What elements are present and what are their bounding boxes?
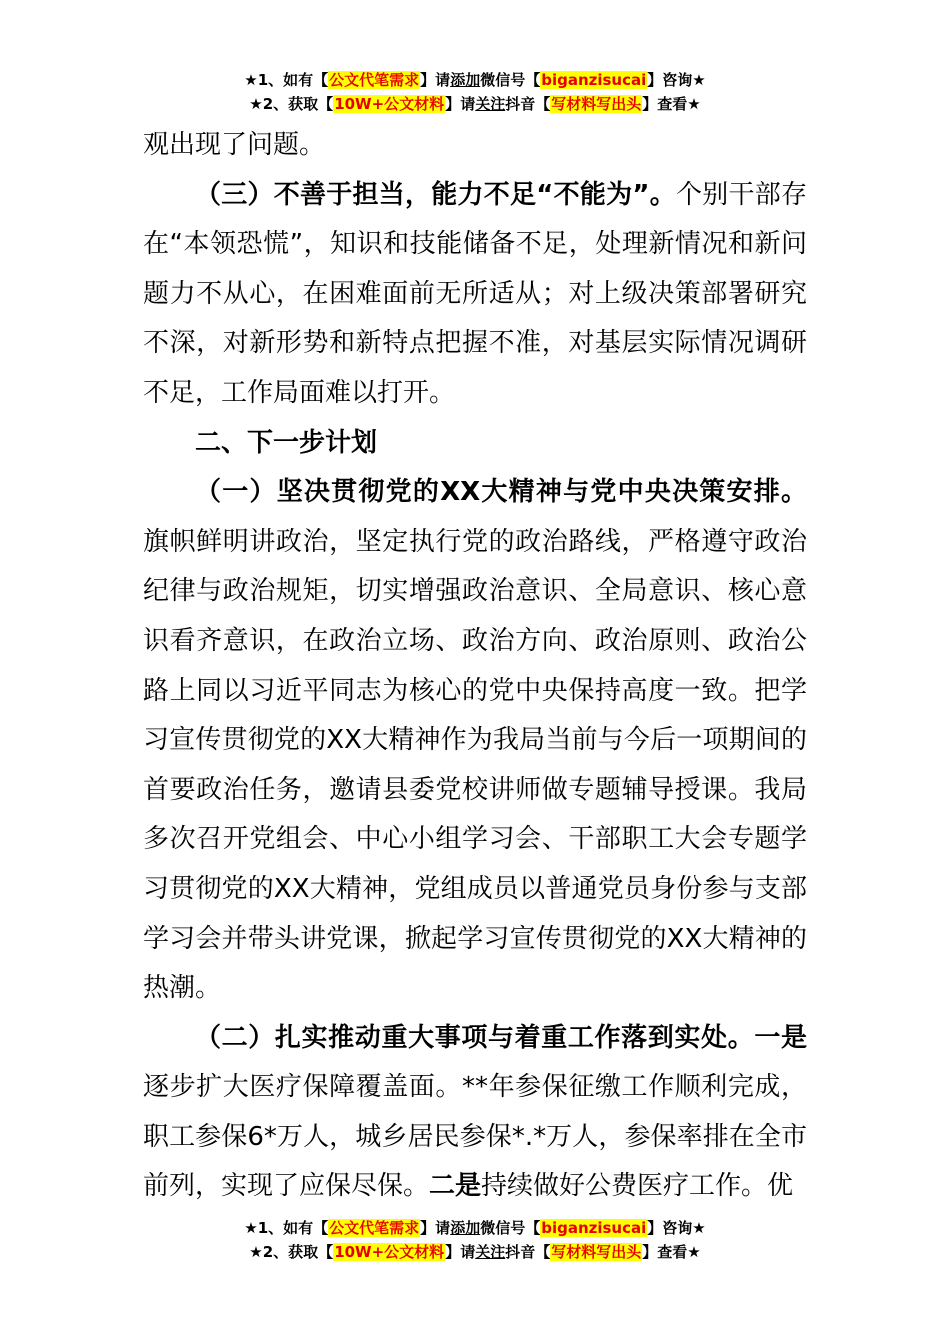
section-title: （二）扎实推动重大事项与着重工作落到实处。	[195, 1022, 755, 1053]
banner-highlight: 公文代笔需求	[329, 71, 420, 89]
section-title: （一）坚决贯彻党的XX大精神与党中央决策安排。	[195, 477, 807, 508]
paragraph-plan-1: （一）坚决贯彻党的XX大精神与党中央决策安排。旗帜鲜明讲政治，坚定执行党的政治路线，严格遵守政治纪律与政治规矩，切实增强政治意识、全局意识、核心意识看齐意识，在政治立场、政治方向、政治原则、政治公路上同以习近平同志为核心的党中央保持高度一致。把学习宣传贯彻党的XX大精神作为我局当前与今后一项期间的首要政治任务，邀请县委党校讲师做专题辅导授课。我局多次召开党组会、中心小组学习会、干部职工大会专题学习贯彻党的XX大精神，党组成员以普通党员身份参与支部学习会并带头讲党课，掀起学习宣传贯彻党的XX大精神的热潮。	[143, 477, 807, 1004]
banner-highlight: 写材料写出头	[551, 95, 642, 113]
banner-highlight: 10W+公文材料	[334, 1243, 445, 1261]
banner-line-1: ★1、如有【公文代笔需求】请添加微信号【biganzisucai】咨询★	[244, 1219, 706, 1237]
banner-line-2: ★2、获取【10W+公文材料】请关注抖音【写材料写出头】查看★	[249, 95, 701, 113]
banner-highlight: 公文代笔需求	[329, 1219, 420, 1237]
paragraph-plan-2: （二）扎实推动重大事项与着重工作落到实处。一是逐步扩大医疗保障覆盖面。**年参保征缴工作顺利完成，职工参保6*万人，城乡居民参保*.*万人，参保率排在全市前列，实现了应保尽保。二是持续做好公费医疗工作。优	[143, 1022, 807, 1202]
section-title: （三）不善于担当，能力不足“不能为”。	[195, 179, 676, 210]
banner-line-2: ★2、获取【10W+公文材料】请关注抖音【写材料写出头】查看★	[249, 1243, 701, 1261]
heading-next-steps: 二、下一步计划	[195, 427, 378, 458]
banner-line-1: ★1、如有【公文代笔需求】请添加微信号【biganzisucai】咨询★	[244, 71, 706, 89]
banner-highlight: 写材料写出头	[551, 1243, 642, 1261]
banner-highlight: biganzisucai	[541, 1219, 647, 1237]
banner-highlight: biganzisucai	[541, 71, 647, 89]
header-banner	[0, 68, 950, 116]
list-lead: 一是	[754, 1022, 807, 1053]
paragraph-section-3: （三）不善于担当，能力不足“不能为”。个别干部存在“本领恐慌”，知识和技能储备不足，处理新情况和新问题力不从心，在困难面前无所适从；对上级决策部署研究不深，对新形势和新特点把握不准，对基层实际情况调研不足，工作局面难以打开。	[143, 179, 807, 408]
paragraph-continuation: 观出现了问题。	[143, 130, 326, 160]
footer-banner	[0, 1216, 950, 1264]
list-lead: 二是	[429, 1171, 482, 1202]
document-body	[143, 121, 807, 1212]
banner-highlight: 10W+公文材料	[334, 95, 445, 113]
